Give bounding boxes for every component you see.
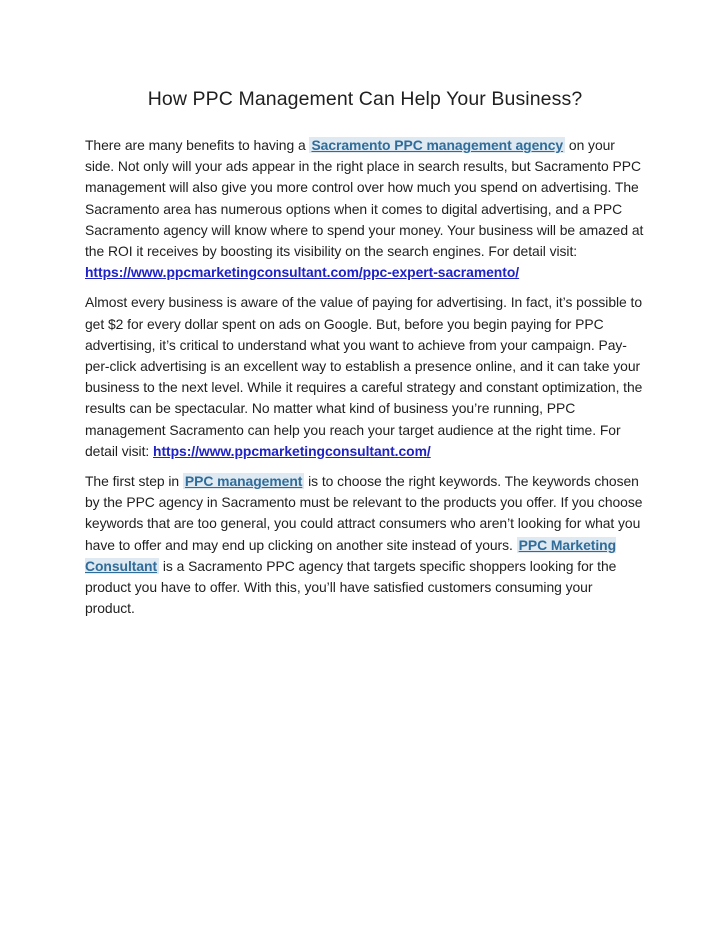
paragraph-benefits bbox=[85, 135, 645, 283]
link-ppc-expert-sacramento-url[interactable]: https://www.ppcmarketingconsultant.com/ppc-expert-sacramento/ bbox=[85, 264, 520, 281]
paragraph-text: on your side. Not only will your ads appear in the right place in search results, but Sacramento PPC management will also give you more control over how much you spend on advertising. The Sacramento area has numerous options when it comes to digital advertising, and a PPC Sacramento agency will know where to spend your money. Your business will be amazed at the ROI it receives by boosting its visibility on the search engines. For detail visit: bbox=[85, 137, 644, 260]
link-ppc-management[interactable]: PPC management bbox=[184, 473, 303, 490]
link-sacramento-ppc-management-agency[interactable]: Sacramento PPC management agency bbox=[311, 137, 564, 153]
paragraph-text: There are many benefits to having a bbox=[85, 137, 310, 153]
link-ppcmarketingconsultant-url[interactable]: https://www.ppcmarketingconsultant.com/ bbox=[153, 442, 431, 459]
paragraph-text: is a Sacramento PPC agency that targets specific shoppers looking for the product you have to offer. With this, you’ll have satisfied customers consuming your product. bbox=[85, 557, 617, 617]
paragraph-advertising-value bbox=[85, 292, 645, 462]
paragraph-text: The first step in bbox=[85, 473, 183, 490]
paragraph-text: Almost every business is aware of the value of paying for advertising. In fact, it’s possible to get $2 for every dollar spent on ads on Google. But, before you begin paying for PPC advertising, it’s critical to understand what you want to achieve from your campaign. Pay-per-click advertising is an excellent way to establish a presence online, and it can take your business to the next level. While it requires a careful strategy and constant optimization, the results can be spectacular. No matter what kind of business you’re running, PPC management Sacramento can help you reach your target audience at the right time. For detail visit: bbox=[85, 294, 643, 459]
paragraph-text: is to choose the right keywords. The keywords chosen by the PPC agency in Sacramento must be relevant to the products you offer. If you choose keywords that are too general, you could attract consumers who aren’t looking for what you have to offer and may end up clicking on another site instead of yours. bbox=[85, 473, 643, 553]
document-page bbox=[85, 82, 645, 628]
link-ppc-marketing-consultant[interactable]: PPC Marketing Consultant bbox=[85, 536, 617, 574]
paragraph-keywords bbox=[85, 471, 645, 619]
page-title: How PPC Management Can Help Your Business? bbox=[147, 88, 583, 110]
